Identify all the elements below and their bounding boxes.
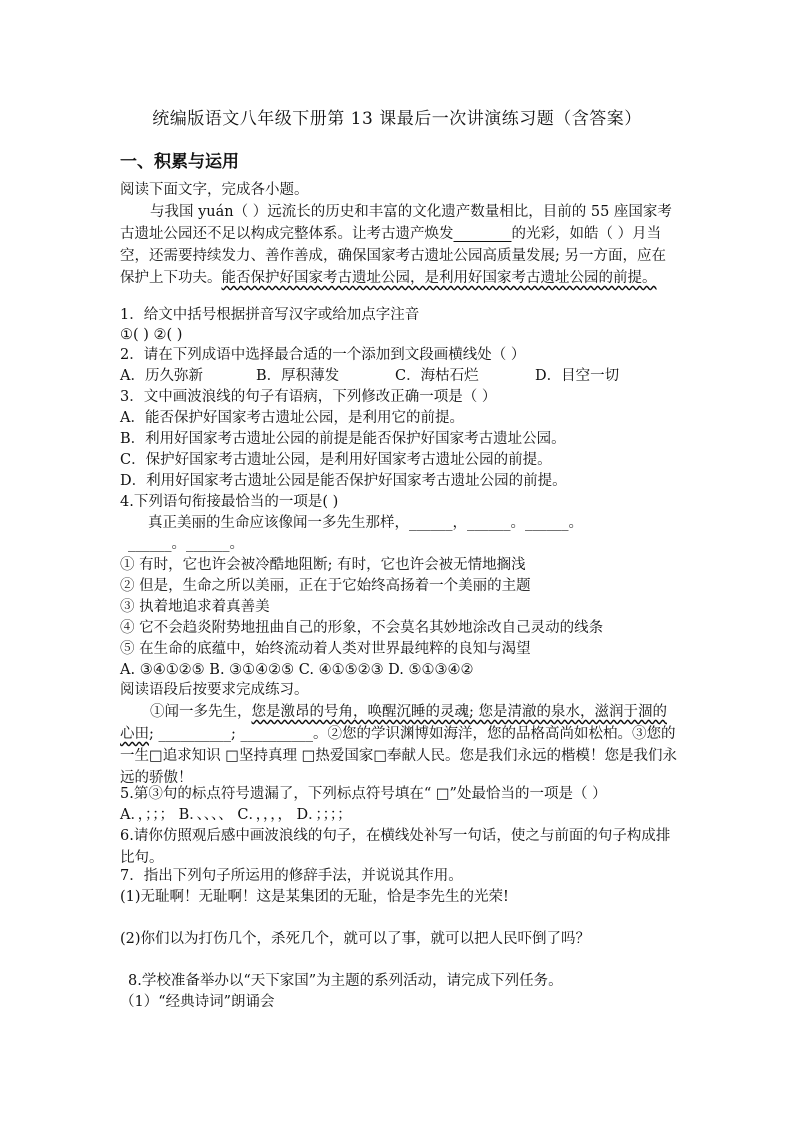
- reading-passage: [120, 201, 680, 289]
- question-8-stem: 8.学校准备举办以“天下家国”为主题的系列活动，请完成下列任务。: [128, 973, 563, 989]
- question-4-item-2: ② 但是，生命之所以美丽，正在于它始终高扬着一个美丽的主题: [120, 578, 531, 594]
- question-4-lead-2: ______。______。: [128, 536, 244, 552]
- passage-part-1: 与我国 yuán（ ）远流长的历史和丰富的文化遗产数量相比，目前的 55 座国家考古遗址公园还不足以构成完整体系。让考古遗产焕发: [120, 204, 672, 242]
- question-6-stem: 6.请你仿照观后感中画波浪线的句子，在横线处补写一句话，使之与前面的句子构成排比句。: [120, 828, 671, 866]
- question-2-option-d: D．目空一切: [535, 368, 620, 384]
- question-1-answers: ①( ) ②( ): [120, 327, 183, 343]
- question-4-item-3: ③ 执着地追求着真善美: [120, 599, 270, 615]
- reading-2-part-1: ①闻一多先生，: [150, 704, 252, 720]
- question-8-sub-1: （1）“经典诗词”朗诵会: [120, 994, 275, 1010]
- question-1-stem: 1．给文中括号根据拼音写汉字或给加点字注音: [120, 307, 420, 323]
- question-3-option-b: B．利用好国家考古遗址公园的前提是能否保护好国家考古遗址公园。: [120, 431, 566, 447]
- reading-2-wavy-sentence: 您是激昂的号角，唤醒沉睡的灵魂; 您是清澈的泉水，滋润于涸的心田: [120, 704, 667, 742]
- question-2-options: [120, 366, 619, 386]
- question-5-options: A．，；；； B．、、、、 C．，，，， D．；；；；: [120, 807, 352, 823]
- question-2-option-a: A．历久弥新: [120, 368, 203, 384]
- passage-wavy-sentence: 能否保护好国家考古遗址公园，是利用好国家考古遗址公园的前提。: [221, 270, 657, 286]
- question-4-item-5: ⑤ 在生命的底蕴中，始终流动着人类对世界最纯粹的良知与渴望: [120, 641, 531, 657]
- question-7-stem: 7．指出下列句子所运用的修辞手法，并说说其作用。: [120, 868, 463, 884]
- question-4-stem: 4.下列语句衔接最恰当的一项是( ): [120, 494, 339, 510]
- reading-2-passage: [120, 701, 680, 789]
- passage-part-2: 的光彩，如皓（ ）月当空，还需要持续发力、善作善成，确保国家考古遗址公园高质量发展; 另一方面，应在保护上下功夫。: [120, 226, 666, 286]
- question-3-option-d: D．利用好国家考古遗址公园是能否保护好国家考古遗址公园的前提。: [120, 473, 567, 489]
- question-7-sentence-2: (2)你们以为打伤几个，杀死几个，就可以了事，就可以把人民吓倒了吗？: [120, 931, 591, 947]
- reading-2-intro: 阅读语段后按要求完成练习。: [120, 682, 309, 698]
- question-4-item-4: ④ 它不会趋炎附势地扭曲自己的形象，不会莫名其妙地涂改自己灵动的线条: [120, 620, 604, 636]
- question-5-stem: 5.第③句的标点符号遗漏了，下列标点符号填在“ □”处最恰当的一项是（ ）: [120, 786, 607, 802]
- reading-2-part-2: ; __________; __________。②您的学识渊博如海洋，您的品格高尚如松柏。③您的一生□追求知识 □坚持真理 □热爱国家□奉献人民。您是我们永远的楷模！您是我们永远的骄傲！: [120, 726, 678, 786]
- question-3-option-c: C．保护好国家考古遗址公园，是利用好国家考古遗址公园的前提。: [120, 452, 552, 468]
- question-4-item-1: ① 有时，它也许会被冷酷地阻断; 有时，它也许会被无情地搁浅: [120, 557, 526, 573]
- question-4-options: A. ③④①②⑤ B. ③①④②⑤ C. ④①⑤②③ D. ⑤①③④②: [120, 662, 474, 678]
- passage-blank: ________: [453, 226, 512, 242]
- page-title: 统编版语文八年级下册第 13 课最后一次讲演练习题（含答案）: [152, 109, 642, 129]
- reading-intro: 阅读下面文字，完成各小题。: [120, 182, 309, 198]
- question-2-stem: 2．请在下列成语中选择最合适的一个添加到文段画横线处（ ）: [120, 347, 526, 363]
- question-7-sentence-1: (1)无耻啊！无耻啊！这是某集团的无耻，恰是李先生的光荣!: [120, 889, 509, 905]
- question-2-option-c: C．海枯石烂: [395, 368, 479, 384]
- question-4-lead-1: 真正美丽的生命应该像闻一多先生那样，______，______。______。: [148, 515, 583, 531]
- question-2-option-b: B．厚积薄发: [256, 368, 340, 384]
- section-heading: 一、积累与运用: [120, 152, 239, 172]
- question-3-stem: 3．文中画波浪线的句子有语病，下列修改正确一项是（ ）: [120, 389, 497, 405]
- question-3-option-a: A．能否保护好国家考古遗址公园，是利用它的前提。: [120, 410, 464, 426]
